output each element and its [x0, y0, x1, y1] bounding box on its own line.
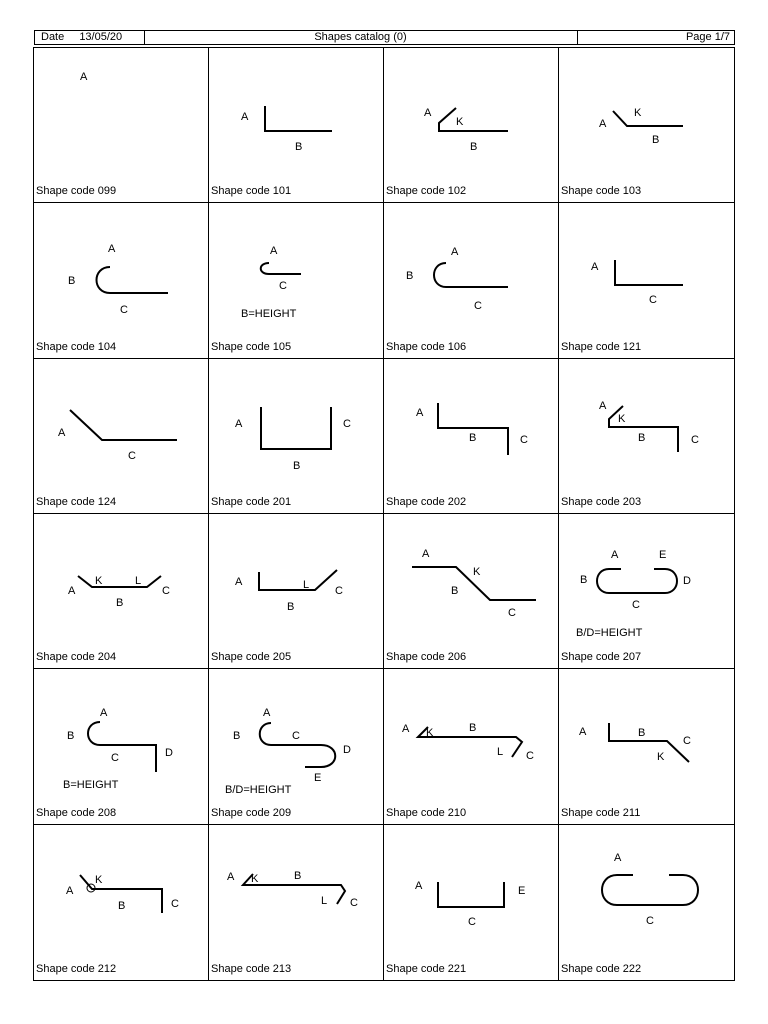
shape-label: B [638, 727, 646, 740]
shape-cell-207 [559, 514, 734, 669]
shape-cell-212 [34, 825, 209, 980]
shape-cell-222 [559, 825, 734, 980]
shape-line [261, 263, 301, 274]
shape-label: B [68, 275, 76, 288]
shape-cell-205 [209, 514, 384, 669]
shape-label: C [171, 897, 179, 910]
shape-205-drawing [209, 514, 384, 669]
shape-213-drawing [209, 825, 384, 980]
shape-label: B [118, 899, 126, 912]
shape-label: K [426, 727, 434, 740]
shape-208-drawing [34, 669, 209, 824]
shape-label: B [638, 431, 646, 444]
shape-note: B=HEIGHT [63, 779, 119, 792]
shapes-grid [33, 47, 735, 981]
shape-label: B [295, 141, 303, 153]
shape-line [434, 263, 508, 287]
shape-code: Shape code 213 [211, 962, 292, 975]
shape-212-drawing [34, 825, 209, 980]
shape-label: C [120, 304, 128, 317]
shape-211-drawing [559, 669, 734, 824]
shape-label: B [469, 722, 477, 735]
shape-label: C [520, 433, 528, 446]
shape-code: Shape code 101 [211, 185, 292, 198]
shape-label: A [611, 548, 619, 561]
shape-label: A [100, 707, 108, 720]
shape-label: A [599, 399, 607, 412]
shape-label: A [270, 245, 278, 258]
shape-121-drawing [559, 203, 734, 358]
shape-label: A [58, 426, 66, 439]
shape-cell-103 [559, 48, 734, 203]
shape-label: B [67, 730, 75, 743]
shape-cell-105 [209, 203, 384, 358]
shape-label: A [402, 723, 410, 736]
shape-cell-099 [34, 48, 209, 203]
shape-line [439, 108, 508, 131]
shape-label: B [451, 584, 459, 597]
shape-cell-124 [34, 359, 209, 514]
shape-label: C [508, 606, 516, 619]
shape-line [261, 407, 331, 449]
shape-210-drawing [384, 669, 559, 824]
page-header [34, 30, 735, 45]
shape-103-drawing [559, 48, 734, 203]
shape-label: C [691, 433, 699, 446]
shape-cell-210 [384, 669, 559, 824]
shape-label: K [95, 574, 103, 587]
shape-label: B [406, 270, 414, 283]
shape-label: C [474, 300, 482, 313]
shape-207-drawing [559, 514, 734, 669]
header-divider [577, 31, 578, 44]
shape-code: Shape code 105 [211, 340, 292, 353]
shape-104-drawing [34, 203, 209, 358]
shape-label: A [416, 406, 424, 419]
shape-cell-121 [559, 203, 734, 358]
shape-203-drawing [559, 359, 734, 514]
shape-line [97, 267, 169, 293]
shape-label: L [303, 578, 310, 591]
shape-cell-204 [34, 514, 209, 669]
shape-label: E [659, 548, 667, 561]
shape-222-drawing [559, 825, 734, 980]
shape-line [602, 875, 698, 905]
shape-cell-104 [34, 203, 209, 358]
shape-label: C [162, 584, 170, 597]
shape-label: C [343, 417, 351, 430]
shape-label: B [293, 459, 301, 472]
shape-label: A [227, 870, 235, 883]
catalog-title: Shapes catalog (0) [314, 31, 407, 43]
shape-label: D [683, 574, 691, 587]
shape-line [70, 410, 177, 440]
shape-cell-202 [384, 359, 559, 514]
shape-label: B [294, 869, 302, 882]
shape-line [438, 403, 508, 455]
shape-cell-213 [209, 825, 384, 980]
shape-code: Shape code 102 [386, 185, 467, 198]
shape-line [597, 569, 677, 593]
shape-note: B/D=HEIGHT [225, 784, 292, 797]
shape-code: Shape code 211 [561, 806, 641, 819]
shape-label: L [135, 574, 142, 587]
shape-label: A [108, 243, 116, 256]
shape-101-drawing [209, 48, 384, 203]
shape-line [78, 576, 161, 587]
shape-code: Shape code 208 [36, 806, 117, 819]
shape-note: B/D=HEIGHT [576, 626, 643, 639]
shape-label: A [415, 879, 423, 892]
shape-label: B [287, 600, 295, 613]
shape-label: A [235, 575, 243, 588]
shape-label: E [518, 884, 526, 897]
shape-label: K [251, 872, 259, 885]
shape-label: B [470, 141, 478, 153]
shape-code: Shape code 205 [211, 651, 292, 664]
shape-label: A [599, 118, 607, 130]
shape-cell-203 [559, 359, 734, 514]
shape-cell-101 [209, 48, 384, 203]
shape-code: Shape code 204 [36, 651, 117, 664]
shape-label: B [116, 596, 124, 609]
shape-code: Shape code 210 [386, 806, 467, 819]
shape-label: C [526, 750, 534, 763]
shape-code: Shape code 099 [36, 185, 117, 198]
shape-label: D [343, 744, 351, 757]
shape-cell-211 [559, 669, 734, 824]
shape-code: Shape code 221 [386, 962, 467, 975]
shape-label: C [111, 752, 119, 765]
shape-code: Shape code 203 [561, 495, 642, 508]
shape-label: A [263, 707, 271, 720]
shape-label: C [683, 735, 691, 748]
shape-cell-106 [384, 203, 559, 358]
shape-label: L [321, 894, 328, 907]
shape-label: C [335, 584, 343, 597]
shape-label: C [468, 915, 476, 928]
date-label: Date [41, 31, 65, 43]
shape-cell-209 [209, 669, 384, 824]
shape-label: K [456, 116, 464, 128]
shape-label: A [241, 111, 249, 123]
shape-code: Shape code 201 [211, 495, 292, 508]
shape-label: A [451, 246, 459, 259]
shape-code: Shape code 121 [561, 340, 642, 353]
shape-label: A [68, 584, 76, 597]
shape-cell-208 [34, 669, 209, 824]
shape-label: A [235, 417, 243, 430]
shape-206-drawing [384, 514, 559, 669]
shape-line [438, 882, 504, 907]
shape-code: Shape code 207 [561, 651, 642, 664]
shape-code: Shape code 106 [386, 340, 467, 353]
shape-label: K [618, 412, 626, 425]
shape-code: Shape code 103 [561, 185, 642, 198]
shape-label: A [591, 261, 599, 274]
shape-cell-221 [384, 825, 559, 980]
shape-label: A [80, 71, 88, 83]
shape-line [259, 570, 337, 590]
shape-label: B [233, 730, 241, 743]
shape-line [613, 111, 683, 126]
shape-code: Shape code 222 [561, 962, 642, 975]
shape-code: Shape code 202 [386, 495, 467, 508]
shape-209-drawing [209, 669, 384, 824]
shape-code: Shape code 212 [36, 962, 117, 975]
shape-code: Shape code 124 [36, 495, 117, 508]
shape-label: A [424, 107, 432, 119]
shape-105-drawing [209, 203, 384, 358]
date-field [35, 31, 145, 44]
shape-label: A [614, 851, 622, 864]
shape-202-drawing [384, 359, 559, 514]
shape-label: B [652, 134, 660, 146]
shape-cell-102 [384, 48, 559, 203]
shape-label: K [657, 751, 665, 764]
shape-201-drawing [209, 359, 384, 514]
shape-label: E [314, 772, 322, 785]
shape-line [615, 260, 683, 285]
shape-label: K [473, 565, 481, 578]
shape-label: K [634, 107, 642, 119]
shape-note: B=HEIGHT [241, 308, 297, 321]
shape-label: B [580, 573, 588, 586]
shape-code: Shape code 209 [211, 806, 292, 819]
shape-124-drawing [34, 359, 209, 514]
shape-label: C [632, 598, 640, 611]
shape-line [265, 106, 332, 131]
shape-label: C [350, 896, 358, 909]
shape-label: D [165, 747, 173, 760]
shape-label: B [469, 431, 477, 444]
shape-code: Shape code 206 [386, 651, 467, 664]
shape-label: A [579, 726, 587, 739]
shape-label: A [422, 547, 430, 560]
shape-label: C [649, 294, 657, 307]
shape-label: L [497, 746, 504, 759]
shape-label: K [95, 873, 103, 886]
date-value: 13/05/20 [79, 31, 123, 43]
shape-label: C [279, 280, 287, 293]
shape-label: C [292, 730, 300, 743]
shape-line [88, 722, 156, 772]
shape-label: C [128, 449, 136, 462]
shape-221-drawing [384, 825, 559, 980]
page-number: Page 1/7 [685, 31, 730, 43]
shape-code: Shape code 104 [36, 340, 117, 353]
shape-label: C [646, 914, 654, 927]
shape-102-drawing [384, 48, 559, 203]
shape-106-drawing [384, 203, 559, 358]
shape-label: A [66, 884, 74, 897]
shape-cell-201 [209, 359, 384, 514]
shape-cell-206 [384, 514, 559, 669]
shape-204-drawing [34, 514, 209, 669]
shape-099-drawing [34, 48, 209, 203]
shape-line [609, 723, 689, 762]
